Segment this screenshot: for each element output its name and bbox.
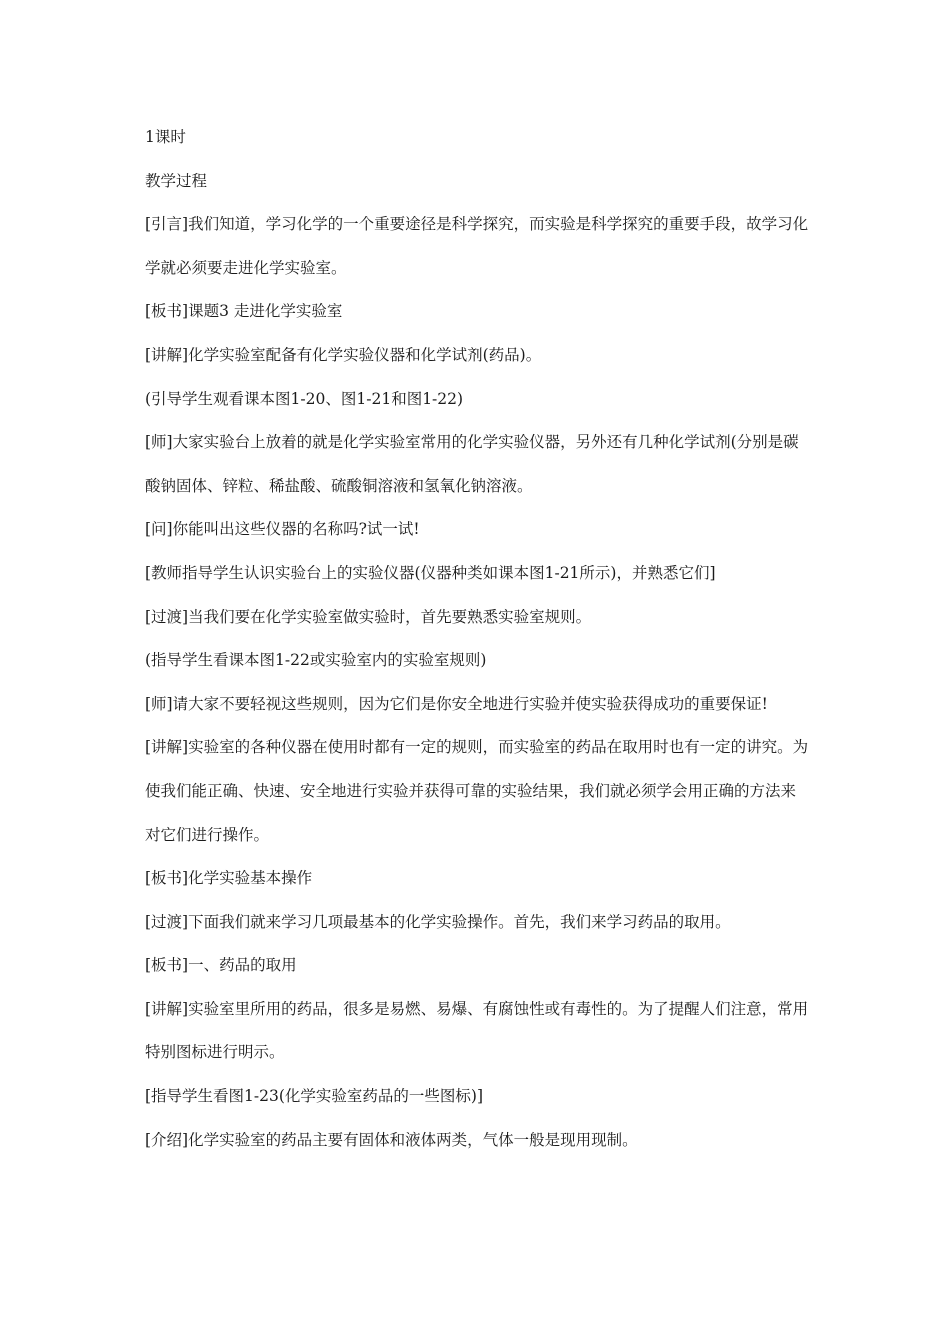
paragraph-teacher-guidance: [教师指导学生认识实验台上的实验仪器(仪器种类如课本图1-21所示)，并熟悉它们]: [145, 563, 716, 582]
paragraph-teacher-instruments: [师]大家实验台上放着的就是化学实验室常用的化学实验仪器，另外还有几种化学试剂(分别是碳酸钠固体、锌粒、稀盐酸、硫酸铜溶液和氢氧化钠溶液。: [145, 433, 799, 495]
paragraph-board-basic-operations: [板书]化学实验基本操作: [145, 869, 313, 888]
paragraph-introduce-reagents: [介绍]化学实验室的药品主要有固体和液体两类，气体一般是现用现制。: [145, 1130, 638, 1149]
paragraph-board-reagent-taking: [板书]一、药品的取用: [145, 956, 297, 975]
paragraph-question: [问]你能叫出这些仪器的名称吗?试一试!: [145, 520, 420, 539]
paragraph-transition-rules: [过渡]当我们要在化学实验室做实验时，首先要熟悉实验室规则。: [145, 607, 592, 626]
paragraph-lesson-hours: 1课时: [145, 128, 186, 146]
paragraph-teaching-process: 教学过程: [145, 171, 208, 190]
paragraph-guide-figures: (引导学生观看课本图1-20、图1-21和图1-22): [145, 389, 464, 408]
document-body: [145, 116, 810, 1162]
paragraph-board-topic: [板书]课题3 走进化学实验室: [145, 302, 343, 321]
paragraph-introduction: [引言]我们知道，学习化学的一个重要途径是科学探究，而实验是科学探究的重要手段，故学习化学就必须要走进化学实验室。: [145, 215, 809, 277]
paragraph-guide-rules: (指导学生看课本图1-22或实验室内的实验室规则): [145, 651, 487, 670]
paragraph-guide-icons: [指导学生看图1-23(化学实验室药品的一些图标)]: [145, 1087, 484, 1106]
paragraph-explanation-hazards: [讲解]实验室里所用的药品，很多是易燃、易爆、有腐蚀性或有毒性的。为了提醒人们注意，常用特别图标进行明示。: [145, 999, 809, 1062]
paragraph-explanation-lab: [讲解]化学实验室配备有化学实验仪器和化学试剂(药品)。: [145, 345, 542, 364]
paragraph-explanation-operations: [讲解]实验室的各种仪器在使用时都有一定的规则，而实验室的药品在取用时也有一定的讲究。为使我们能正确、快速、安全地进行实验并获得可靠的实验结果，我们就必须学会用正确的方法来对它们进行操作。: [145, 738, 809, 844]
paragraph-transition-operations: [过渡]下面我们就来学习几项最基本的化学实验操作。首先，我们来学习药品的取用。: [145, 912, 731, 931]
paragraph-teacher-rules: [师]请大家不要轻视这些规则，因为它们是你安全地进行实验并使实验获得成功的重要保证!: [145, 694, 768, 713]
